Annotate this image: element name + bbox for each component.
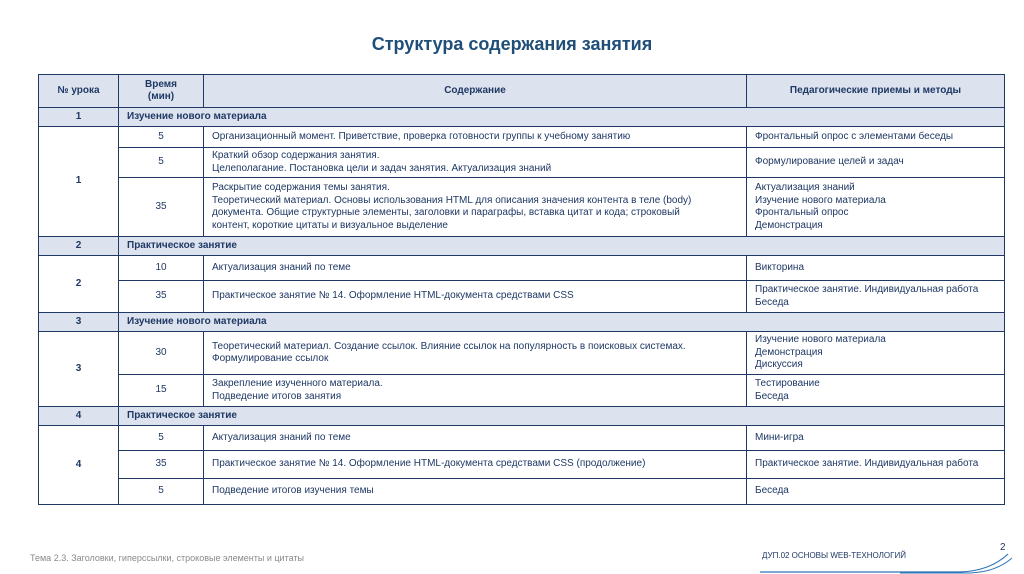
content-cell	[204, 451, 747, 479]
time-cell: 35	[119, 451, 204, 479]
time-cell: 35	[119, 178, 204, 237]
method-line: Формулирование целей и задач	[755, 156, 904, 168]
footer-course: ДУП.02 ОСНОВЫ WEB-ТЕХНОЛОГИЙ	[762, 551, 906, 560]
table-row	[39, 127, 1005, 148]
content-line: Теоретический материал. Создание ссылок. Влияние ссылок на популярность в поисковых системах.	[212, 340, 686, 352]
content-line: контент, короткие цитаты и визуальное выделение	[212, 219, 448, 231]
methods-cell	[747, 178, 1005, 237]
table-row	[39, 479, 1005, 505]
content-cell	[204, 426, 747, 451]
section-number: 3	[39, 313, 119, 332]
content-line: Теоретический материал. Основы использования HTML для описания значения контента в теле (body)	[212, 194, 692, 206]
content-line: Целеполагание. Постановка цели и задач занятия. Актуализация знаний	[212, 162, 552, 174]
content-cell	[204, 148, 747, 178]
method-line: Изучение нового материала	[755, 334, 886, 346]
section-row	[39, 108, 1005, 127]
method-line: Изучение нового материала	[755, 194, 886, 206]
page-title: Структура содержания занятия	[371, 34, 653, 54]
content-line: Организационный момент. Приветствие, проверка готовности группы к учебному занятию	[212, 130, 631, 142]
methods-cell	[747, 148, 1005, 178]
methods-cell	[747, 451, 1005, 479]
method-line: Практическое занятие. Индивидуальная работа	[755, 284, 979, 295]
method-line: Викторина	[755, 261, 805, 273]
section-row	[39, 237, 1005, 256]
table-row	[39, 148, 1005, 178]
content-line: Актуализация знаний по теме	[212, 261, 351, 273]
table-row	[39, 332, 1005, 375]
section-row	[39, 313, 1005, 332]
content-line: документа. Общие структурные элементы, заголовки и параграфы, вставка цитат и кода; строковый	[212, 207, 680, 218]
time-cell: 10	[119, 256, 204, 281]
time-cell: 5	[119, 479, 204, 505]
lesson-number: 2	[39, 256, 119, 313]
time-cell: 5	[119, 426, 204, 451]
methods-cell	[747, 256, 1005, 281]
content-line: Раскрытие содержания темы занятия.	[212, 182, 390, 193]
methods-cell	[747, 127, 1005, 148]
time-cell: 30	[119, 332, 204, 375]
table-row	[39, 375, 1005, 407]
method-line: Беседа	[755, 390, 789, 402]
header-time-line1: Время	[145, 78, 177, 90]
time-cell: 5	[119, 127, 204, 148]
section-title: Изучение нового материала	[119, 108, 1005, 127]
method-line: Фронтальный опрос	[755, 207, 849, 218]
method-line: Актуализация знаний	[755, 182, 855, 193]
content-line: Актуализация знаний по теме	[212, 431, 351, 443]
time-cell: 15	[119, 375, 204, 407]
content-line: Подведение итогов изучения темы	[212, 485, 374, 497]
table-row	[39, 256, 1005, 281]
method-line: Практическое занятие. Индивидуальная работа	[755, 458, 979, 470]
lesson-number: 4	[39, 426, 119, 505]
table-row	[39, 281, 1005, 313]
section-title: Практическое занятие	[119, 407, 1005, 426]
methods-cell	[747, 426, 1005, 451]
header-time	[119, 75, 204, 108]
methods-cell	[747, 332, 1005, 375]
content-line: Краткий обзор содержания занятия.	[212, 150, 380, 161]
method-line: Дискуссия	[755, 359, 803, 371]
table-row	[39, 451, 1005, 479]
content-line: Закрепление изученного материала.	[212, 378, 383, 389]
footer-topic: Тема 2.3. Заголовки, гиперссылки, строковые элементы и цитаты	[30, 553, 304, 563]
methods-cell	[747, 281, 1005, 313]
content-line: Формулирование ссылок	[212, 353, 329, 364]
method-line: Беседа	[755, 296, 789, 308]
method-line: Демонстрация	[755, 346, 823, 358]
lesson-structure-table	[38, 74, 1005, 505]
section-number: 1	[39, 108, 119, 127]
method-line: Тестирование	[755, 378, 820, 389]
table-row	[39, 426, 1005, 451]
content-line: Практическое занятие № 14. Оформление HTML-документа средствами CSS (продолжение)	[212, 458, 646, 470]
time-cell: 35	[119, 281, 204, 313]
content-line: Подведение итогов занятия	[212, 390, 342, 402]
table-body	[39, 108, 1005, 505]
time-cell: 5	[119, 148, 204, 178]
header-methods: Педагогические приемы и методы	[747, 75, 1005, 108]
table-header-row	[39, 75, 1005, 108]
content-cell	[204, 256, 747, 281]
section-row	[39, 407, 1005, 426]
table-row	[39, 178, 1005, 237]
method-line: Беседа	[755, 485, 789, 497]
section-number: 4	[39, 407, 119, 426]
method-line: Мини-игра	[755, 431, 804, 443]
content-line: Практическое занятие № 14. Оформление HTML-документа средствами CSS	[212, 290, 574, 302]
header-lesson: № урока	[39, 75, 119, 108]
page-number: 2	[1000, 542, 1006, 553]
content-cell	[204, 375, 747, 407]
lesson-number: 3	[39, 332, 119, 407]
content-cell	[204, 332, 747, 375]
section-number: 2	[39, 237, 119, 256]
method-line: Демонстрация	[755, 219, 823, 231]
content-cell	[204, 127, 747, 148]
methods-cell	[747, 375, 1005, 407]
content-cell	[204, 178, 747, 237]
header-time-line2: (мин)	[147, 91, 175, 102]
lesson-number: 1	[39, 127, 119, 237]
header-content: Содержание	[204, 75, 747, 108]
section-title: Изучение нового материала	[119, 313, 1005, 332]
content-cell	[204, 479, 747, 505]
section-title: Практическое занятие	[119, 237, 1005, 256]
methods-cell	[747, 479, 1005, 505]
content-cell	[204, 281, 747, 313]
method-line: Фронтальный опрос с элементами беседы	[755, 130, 954, 142]
